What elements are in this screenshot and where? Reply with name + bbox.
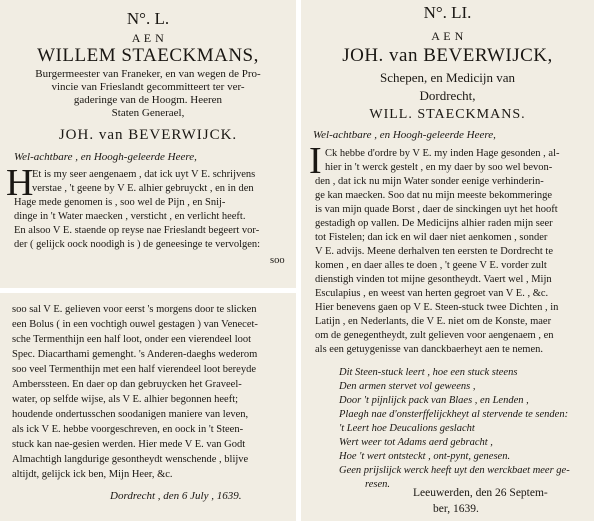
body-line: altijdt, gelijck ick ben, Mijn Heer, &c. [12,469,173,480]
body-line: als een getuygenisse van danckbaerheyt aen te nemen. [315,344,543,355]
body-line: En alsoo V E. staende op reyse nae Frieslandt begeert vor- [14,225,260,236]
sender: JOH. van BEVERWIJCK. [58,127,238,143]
body-line: der ( gelijck oock noodigh is ) de geneesinge te vervolgen: [14,239,261,250]
poem-line: Dit Steen-stuck leert , hoe een stuck steens [339,367,518,378]
body-line: als ick V E. hebbe voorgeschreven, en oock in 't Steen- [12,424,244,435]
poem-line: Wert weer tot Adams aerd gebracht , [339,437,493,448]
body-line: water, op selfde wijse, als V E. alhier begonnen heeft; [12,394,239,405]
body-line: ge kan maecken. Soo dat nu mijn meeste bekommeringe [315,190,553,201]
right-page [301,0,594,521]
body-line: stuck kan nae-gesien werden. Hier mede V E. van Godt [12,439,246,450]
body-line: den , dat ick nu mijn Water sonder eenige verhinderin- [315,176,544,187]
address-line-1: Schepen, en Medicijn van [379,70,515,85]
body-line: een Bolus ( in een vochtigh ouwel gestagen ) van Venecet- [12,319,258,330]
body-line: Hage mede genomen is , soo wel de Pijn , en Snij- [14,197,226,208]
body-line: Amberssteen. En daer op dan gebruycken het Graveel- [12,379,242,390]
body-line: Almachtigh langdurige gesontheydt wenschende , blijve [12,454,249,465]
body-line: Esculapius , en weest van herten gegroet van V E. , &c. [315,288,549,299]
drop-cap: I [309,140,322,182]
dateline: Dordrecht , den 6 July , 1639. [110,490,242,502]
body-line: Spec. Diacarthami gemenght. 's Anderen-daeghs wederom [12,349,258,360]
body-line: tot Fistelen; dan ick en wil daer niet aenkomen , sonder [315,232,548,243]
poem-line: Den armen stervet vol geweens , [339,381,476,392]
dateline: Leeuwerden, den 26 Septem- [413,487,548,499]
body-line: hier in 't werck gestelt , en my daer by soo wel bevon- [325,162,553,173]
body-line: dienstigh vinden tot mijne gesontheydt. Vaert wel , Mijn [315,274,552,285]
addressee: WILLEM STAECKMANS, [37,45,259,66]
left-page-top [0,0,296,288]
address-line-3: gaderinge van de Hoogm. Heeren [73,94,223,106]
letter-number: N°. LI. [423,3,472,22]
body-line: houdende ondertusschen soodanigen maniere van leven, [12,409,249,420]
body-line: om de genegentheydt, zult gelieven voor aengenaem , en [315,330,554,341]
body-line: V E. advijs. Meene derhalven ten eersten te Dordrecht te [315,246,554,257]
poem-line: resen. [365,479,390,490]
body-line: Latijn , en Nederlants, die V E. niet om de Konste, maer [315,316,552,327]
body-line: Et is my seer aengenaem , dat ick uyt V E. schrijvens [32,169,256,180]
body-line: soo veel Termenthijn met een half vierendeel loot bereyde [12,364,256,375]
salutation: Wel-achtbare , en Hoogh-geleerde Heere, [313,129,496,141]
body-line: is van mijn quade Borst , daer de sinckingen uyt het hooft [315,204,558,215]
catchword: soo [270,255,285,266]
address-line-4: Staten Generael, [111,107,185,119]
aen-line: A E N [431,29,464,43]
body-line: gestadigh op vallen. De Medicijns alhier raden mijn seer [315,218,553,229]
body-line: komen , en daer alles te doen , 't geene V E. vorder zult [315,260,547,271]
address-line-1: Burgermeester van Franeker, en van wegen de Pro- [35,68,261,80]
body-line: dinge in 't Water maecken , versticht , en verlicht heeft. [14,211,246,222]
sender: WILL. STAECKMANS. [369,107,526,122]
body-line: sche Termenthijn een half loot, onder een vierendeel loot [12,334,252,345]
salutation: Wel-achtbare , en Hoogh-geleerde Heere, [14,151,197,163]
poem-line: 't Leert hoe Deucalions geslacht [339,423,475,434]
poem-line: Plaegh nae d'onsterffelijckheyt al stervende te senden: [339,409,569,420]
poem-line: Hoe 't wert ontsteckt , ont-pynt, genesen. [339,451,511,462]
body-line: Hier benevens gaen op V E. Steen-stuck twee Dichten , in [315,302,559,313]
body-line: Ck hebbe d'ordre by V E. my inden Hage gesonden , al- [325,148,560,159]
address-line-2: Dordrecht, [419,88,476,103]
aen-line: A E N [131,31,165,45]
left-page-bottom [0,293,296,521]
body-line: verstae , 't geene by V E. alhier gebruyckt , en in den [32,183,254,194]
addressee: JOH. van BEVERWIJCK, [342,45,553,66]
letter-number: N°. L. [126,9,170,28]
dateline: ber, 1639. [433,503,479,515]
poem-line: Door 't pijnlijck pack van Blaes , en Lenden , [339,395,529,406]
poem-line: Geen prijslijck werck heeft uyt den werckbaet meer ge- [339,465,570,476]
drop-cap: H [6,162,34,204]
address-line-2: vincie van Frieslandt gecommitteert ter ver- [51,81,245,93]
body-line: soo sal V E. gelieven voor eerst 's morgens door te slicken [12,304,257,315]
